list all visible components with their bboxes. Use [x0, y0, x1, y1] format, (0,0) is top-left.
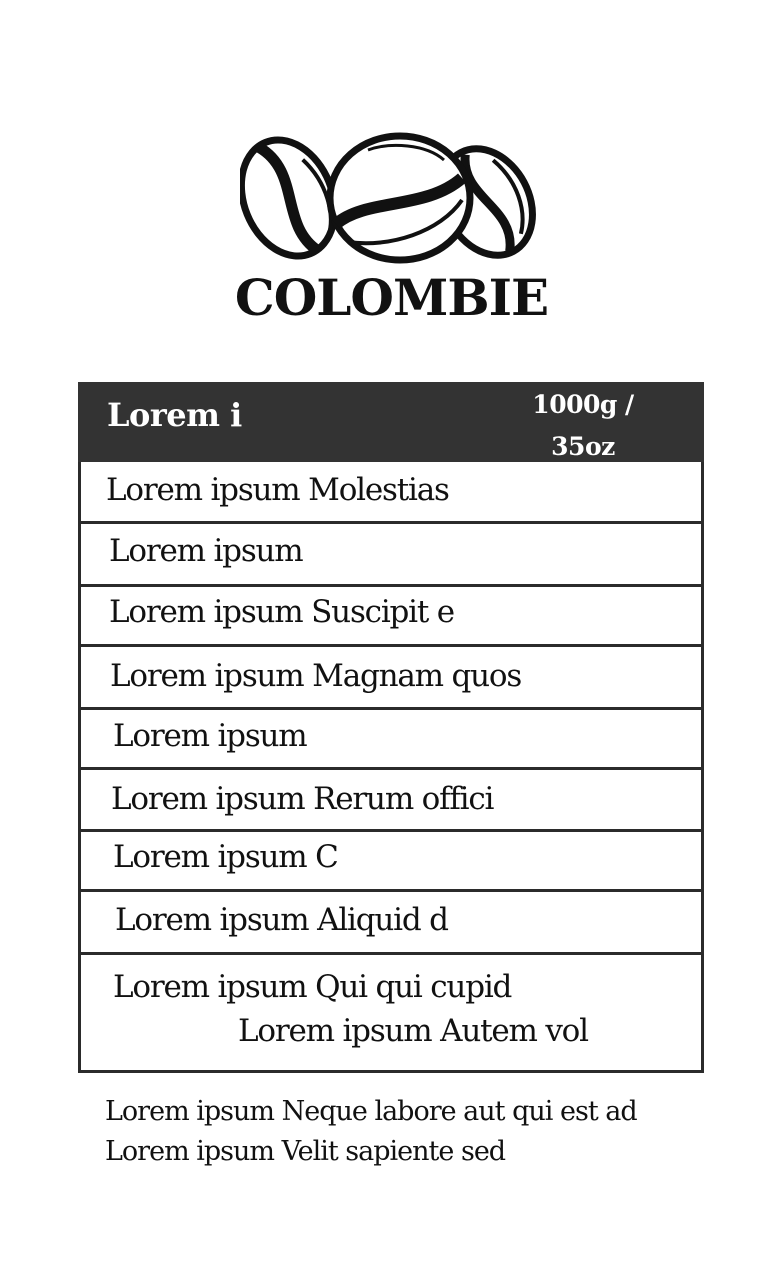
table-row — [81, 524, 701, 587]
table-header — [78, 382, 704, 462]
row-text: Lorem ipsum Aliquid d — [115, 902, 448, 938]
row-text: Lorem ipsum — [113, 718, 307, 754]
row-text: Lorem ipsum Rerum offici — [111, 781, 494, 817]
table-row — [81, 647, 701, 710]
info-table — [78, 382, 704, 1073]
footer-note — [105, 1092, 637, 1172]
weight-label — [518, 384, 648, 468]
row-text: Lorem ipsum Magnam quos — [110, 658, 522, 694]
row-text: Lorem ipsum C — [113, 839, 338, 875]
row-text: Lorem ipsum Molestias — [106, 472, 449, 508]
row-text: Lorem ipsum Qui qui cupid — [113, 969, 512, 1005]
footer-line-1: Lorem ipsum Neque labore aut qui est ad — [105, 1096, 637, 1127]
table-row — [81, 955, 701, 1070]
table-row — [81, 832, 701, 892]
table-row — [81, 770, 701, 832]
weight-line-2: 35oz — [551, 432, 615, 461]
table-row — [81, 892, 701, 955]
header-title: Lorem i — [107, 396, 242, 434]
table-row — [81, 462, 701, 524]
row-text: Lorem ipsum — [109, 533, 303, 569]
table-row — [81, 710, 701, 770]
row-text-secondary: Lorem ipsum Autem vol — [238, 1013, 588, 1049]
row-text: Lorem ipsum Suscipit e — [109, 594, 454, 630]
coffee-beans-icon — [240, 128, 540, 278]
table-row — [81, 587, 701, 647]
weight-line-1: 1000g / — [532, 390, 634, 419]
brand-title: COLOMBIE — [234, 268, 549, 327]
footer-line-2: Lorem ipsum Velit sapiente sed — [105, 1136, 506, 1167]
coffee-bean-center — [330, 136, 470, 260]
